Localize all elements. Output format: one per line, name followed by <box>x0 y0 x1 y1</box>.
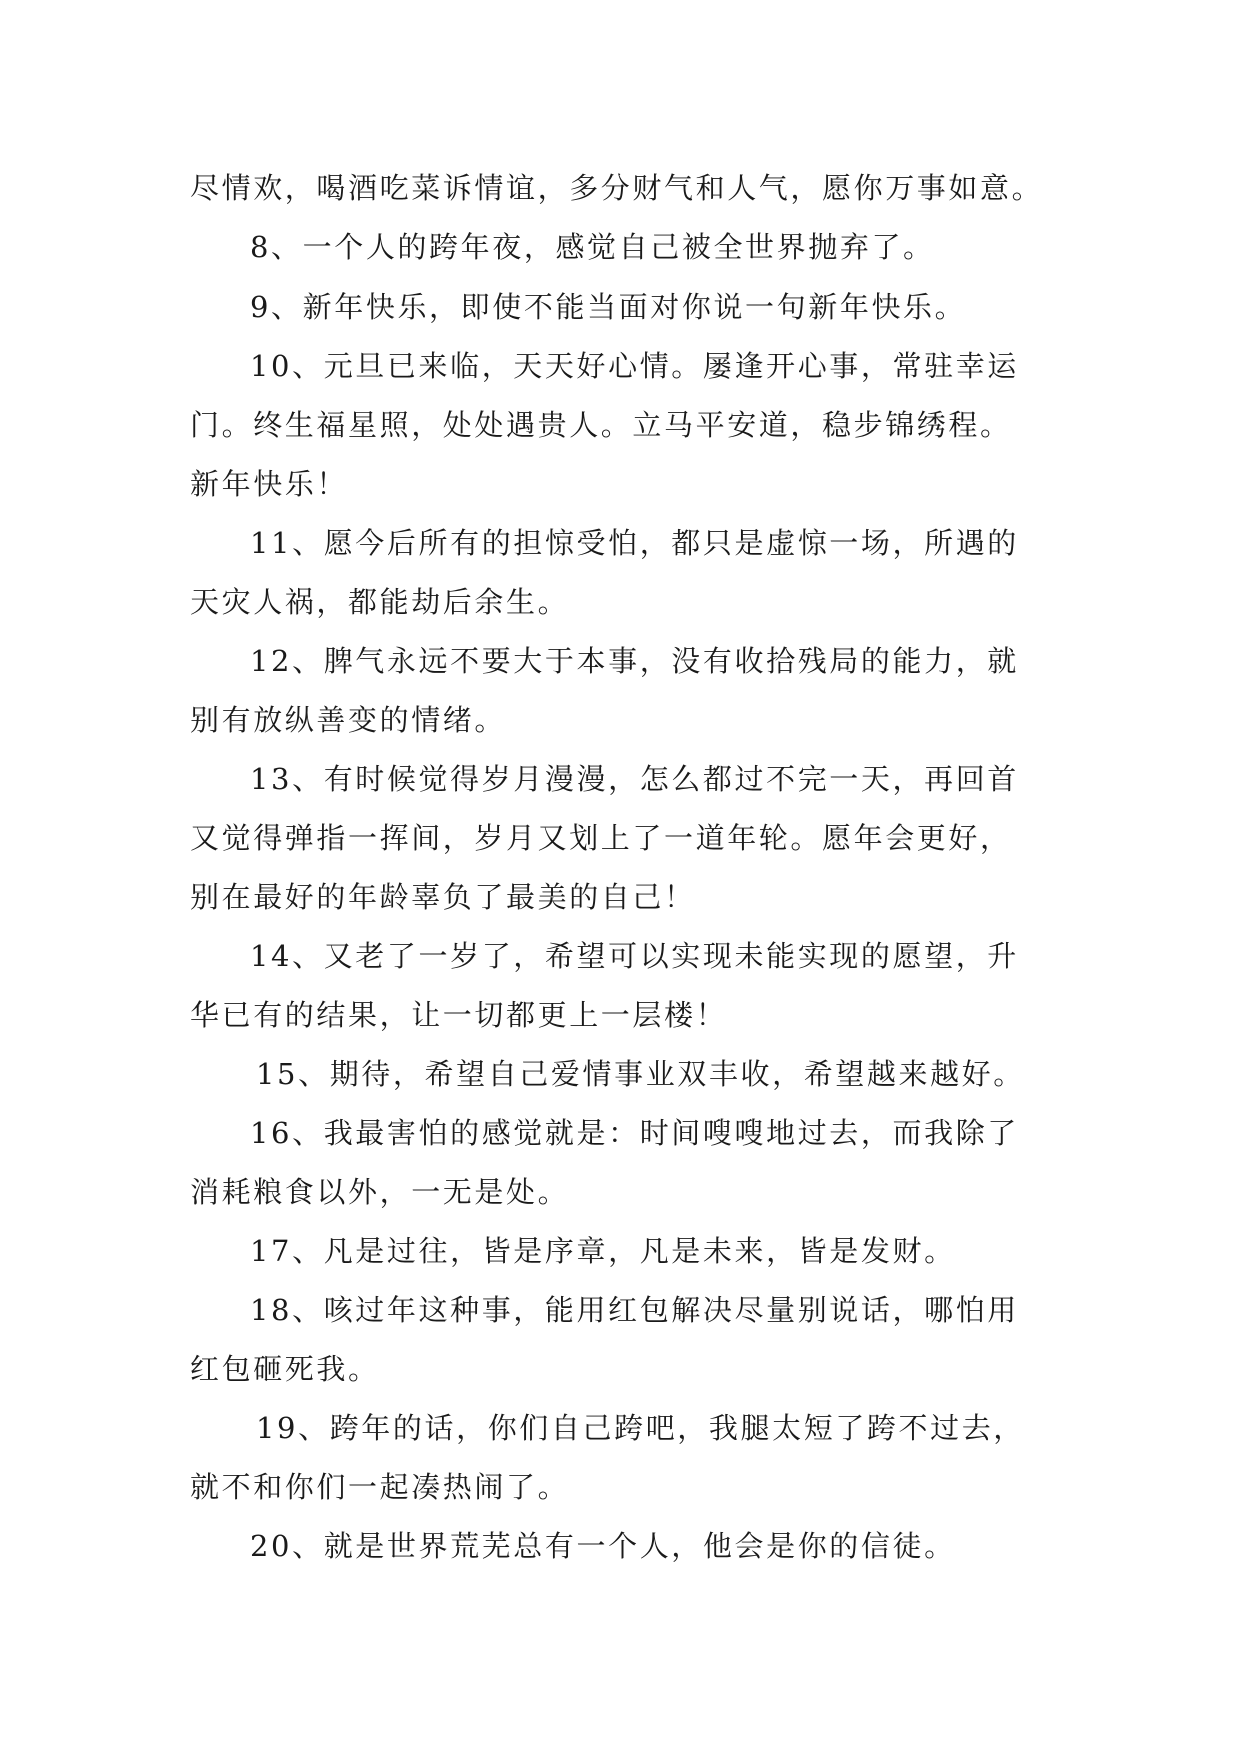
text-line: 12、脾气永远不要大于本事，没有收拾残局的能力，就 <box>250 644 1019 678</box>
text-line: 20、就是世界荒芜总有一个人，他会是你的信徒。 <box>250 1529 956 1563</box>
text-line: 11、愿今后所有的担惊受怕，都只是虚惊一场，所遇的 <box>250 526 1019 560</box>
text-line: 尽情欢，喝酒吃菜诉情谊，多分财气和人气，愿你万事如意。 <box>190 171 1044 205</box>
text-line: 10、元旦已来临，天天好心情。屡逢开心事，常驻幸运 <box>250 349 1019 383</box>
text-line: 9、新年快乐，即使不能当面对你说一句新年快乐。 <box>250 290 967 324</box>
text-line: 就不和你们一起凑热闹了。 <box>190 1470 570 1504</box>
text-line: 天灾人祸，都能劫后余生。 <box>190 585 570 619</box>
text-line: 13、有时候觉得岁月漫漫，怎么都过不完一天，再回首 <box>250 762 1019 796</box>
text-line: 华已有的结果，让一切都更上一层楼！ <box>190 998 728 1032</box>
text-line: 19、跨年的话，你们自己跨吧，我腿太短了跨不过去， <box>256 1411 1025 1445</box>
text-line: 别在最好的年龄辜负了最美的自己！ <box>190 880 696 914</box>
text-line: 红包砸死我。 <box>190 1352 380 1386</box>
text-line: 新年快乐！ <box>190 467 349 501</box>
text-line: 17、凡是过往，皆是序章，凡是未来，皆是发财。 <box>250 1234 956 1268</box>
text-line: 18、咳过年这种事，能用红包解决尽量别说话，哪怕用 <box>250 1293 1019 1327</box>
text-line: 又觉得弹指一挥间，岁月又划上了一道年轮。愿年会更好， <box>190 821 1012 855</box>
text-line: 15、期待，希望自己爱情事业双丰收，希望越来越好。 <box>256 1057 1025 1091</box>
text-line: 消耗粮食以外，一无是处。 <box>190 1175 570 1209</box>
text-line: 16、我最害怕的感觉就是：时间嗖嗖地过去，而我除了 <box>250 1116 1019 1150</box>
text-line: 14、又老了一岁了，希望可以实现未能实现的愿望，升 <box>250 939 1019 973</box>
text-line: 别有放纵善变的情绪。 <box>190 703 507 737</box>
text-line: 8、一个人的跨年夜，感觉自己被全世界抛弃了。 <box>250 230 935 264</box>
text-line: 门。终生福星照，处处遇贵人。立马平安道，稳步锦绣程。 <box>190 408 1012 442</box>
